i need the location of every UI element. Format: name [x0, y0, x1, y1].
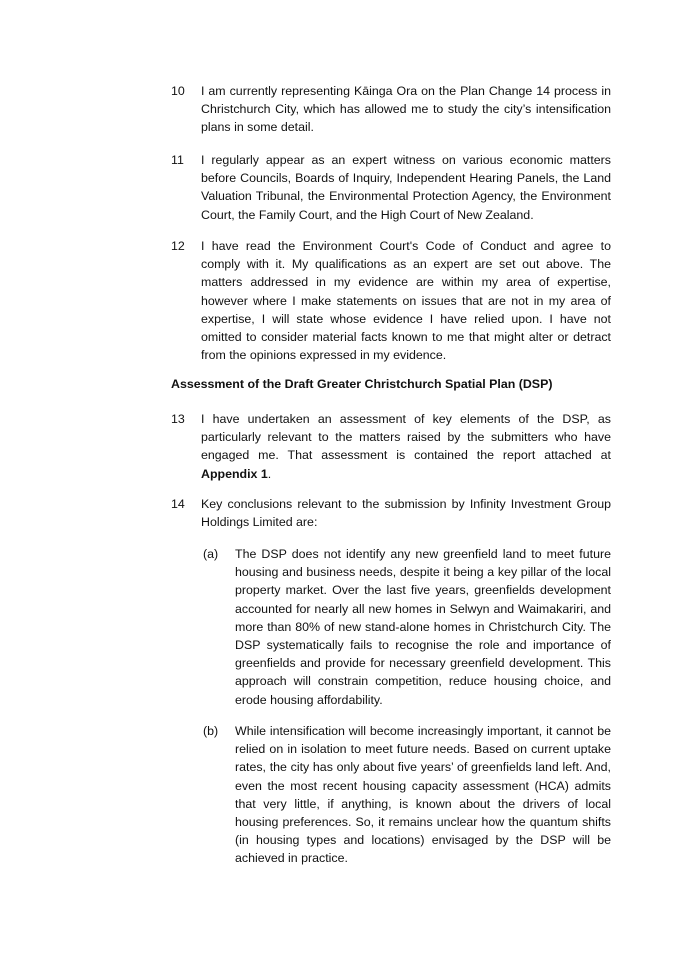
- subitem-b: [203, 722, 611, 868]
- paragraph-text: Key conclusions relevant to the submission by Infinity Investment Group Holdings Limited are:: [201, 497, 611, 530]
- subitem-label: (a): [203, 547, 219, 561]
- subitem-text: The DSP does not identify any new greenfield land to meet future housing and business needs, despite it being a key pillar of the local property market. Over the last five years, greenfields development accounted for nearly all new homes in Selwyn and Waimakariri, and more than 80% of new stand-alone homes in Christchurch City. The DSP systematically fails to recognise the role and importance of greenfields and provide for necessary greenfield development. This approach will constrain competition, reduce housing choice, and erode housing affordability.: [235, 547, 611, 707]
- paragraph-11: [171, 151, 611, 224]
- paragraph-text: I have read the Environment Court's Code of Conduct and agree to comply with it. My qualifications as an expert are set out above. The matters addressed in my evidence are within my area of expertise, however where I make statements on issues that are not in my area of expertise, I will state whose evidence I have relied upon. I have not omitted to consider material facts known to me that might alter or detract from the opinions expressed in my evidence.: [201, 239, 611, 363]
- subitem-label: (b): [203, 724, 219, 738]
- paragraph-13: [171, 410, 611, 483]
- paragraph-text-main: I have undertaken an assessment of key elements of the DSP, as particularly relevant to the matters raised by the submitters who have engaged me. That assessment is contained the report attached at: [201, 412, 611, 463]
- paragraph-text: I am currently representing Kāinga Ora on the Plan Change 14 process in Christchurch City, which has allowed me to study the city’s intensification plans in some detail.: [201, 84, 611, 135]
- subitem-text: While intensification will become increasingly important, it cannot be relied on in isolation to meet future needs. Based on current uptake rates, the city has only about five years’ of greenfields land left. And, even the most recent housing capacity assessment (HCA) admits that very little, if anything, is known about the drivers of local housing preferences. So, it remains unclear how the quantum shifts (in housing types and locations) envisaged by the DSP will be achieved in practice.: [235, 724, 611, 866]
- paragraph-number: 12: [171, 239, 185, 253]
- paragraph-number: 11: [171, 153, 184, 167]
- appendix-reference: Appendix 1: [201, 466, 268, 481]
- paragraph-number: 14: [171, 497, 185, 511]
- section-heading: Assessment of the Draft Greater Christchurch Spatial Plan (DSP): [171, 377, 553, 391]
- paragraph-12: [171, 237, 611, 364]
- subitem-a: [203, 545, 611, 709]
- paragraph-number: 13: [171, 412, 185, 426]
- paragraph-10: [171, 82, 611, 137]
- paragraph-text: I regularly appear as an expert witness on various economic matters before Councils, Boards of Inquiry, Independent Hearing Panels, the Land Valuation Tribunal, the Environmental Protection Agency, the Environment Court, the Family Court, and the High Court of New Zealand.: [201, 153, 611, 222]
- paragraph-text: [201, 410, 611, 483]
- paragraph-14: [171, 495, 611, 531]
- paragraph-number: 10: [171, 84, 185, 98]
- paragraph-text-end: .: [267, 466, 272, 481]
